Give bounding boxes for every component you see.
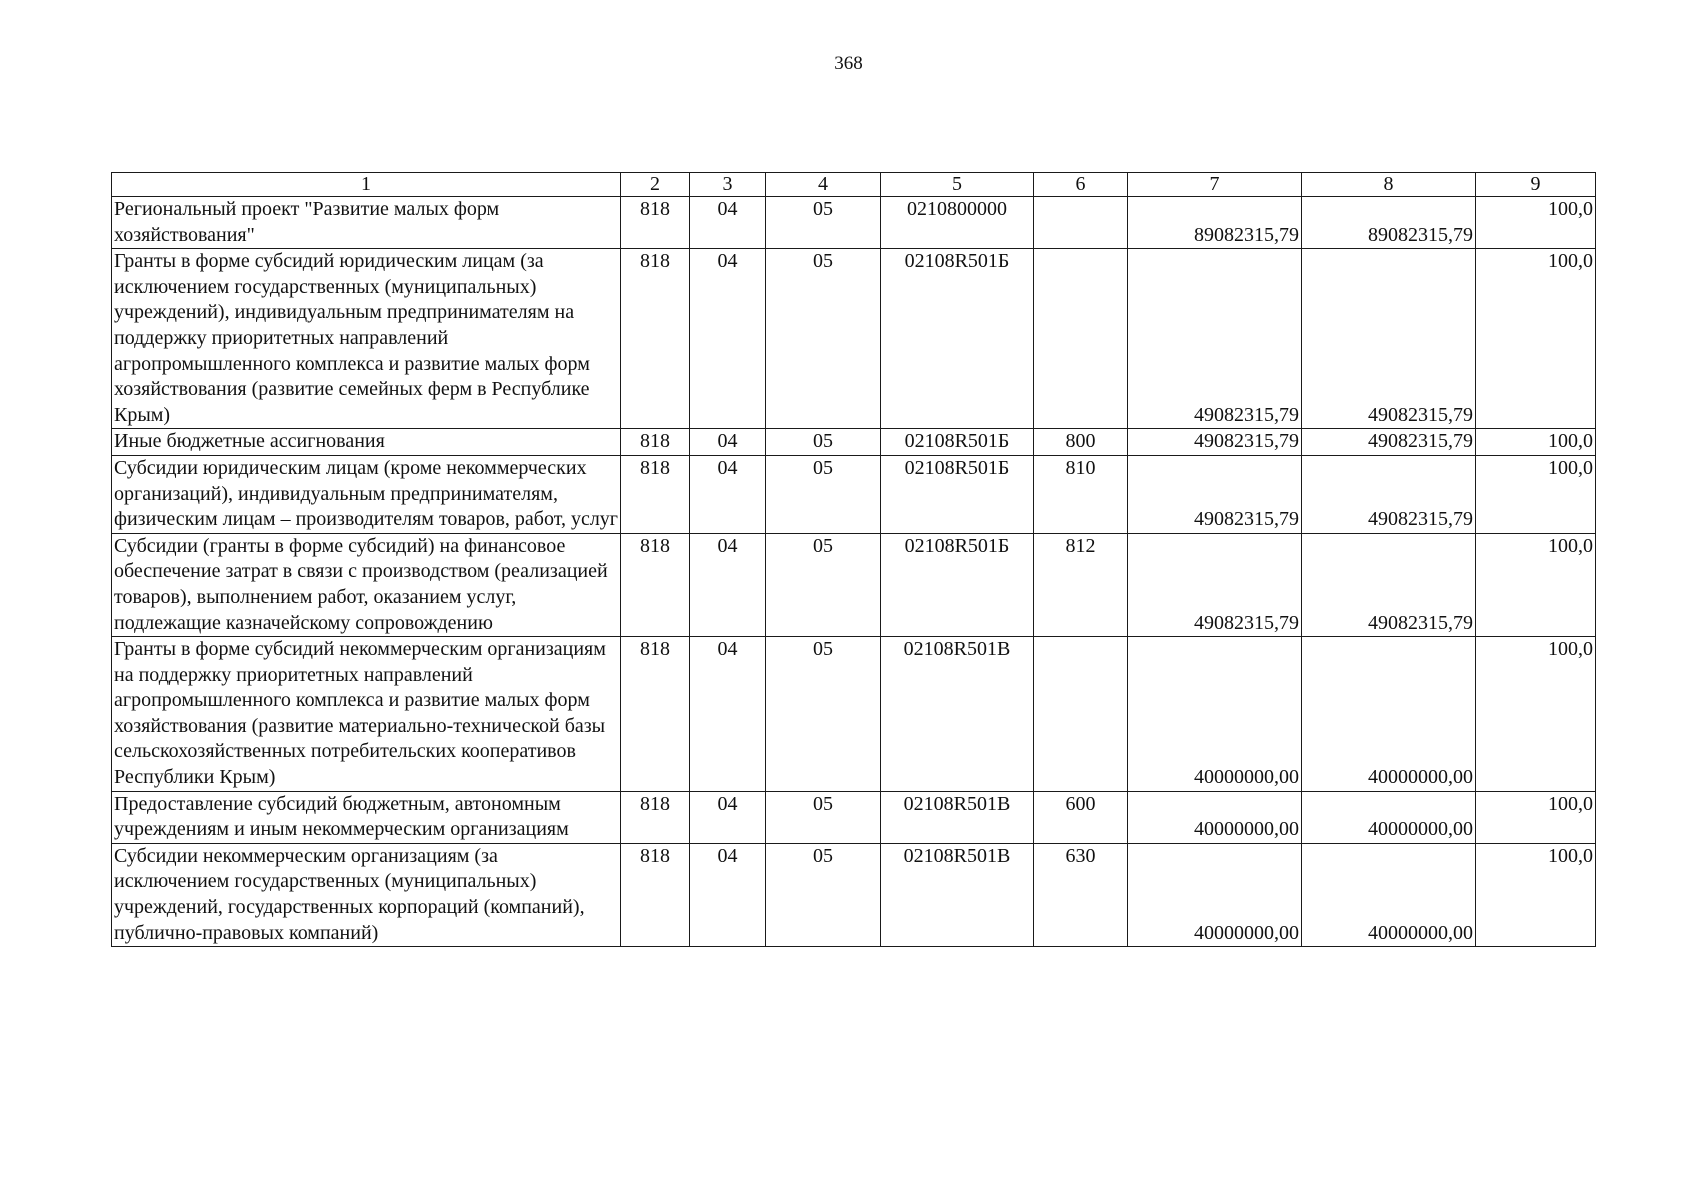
- row-col-8: 49082315,79: [1302, 533, 1476, 636]
- row-col-4: 05: [766, 637, 881, 792]
- row-col-5: 02108R501В: [881, 637, 1034, 792]
- page-number: 368: [834, 53, 863, 74]
- row-col-9: 100,0: [1476, 533, 1596, 636]
- row-col-7: 40000000,00: [1128, 791, 1302, 843]
- row-col-8: 89082315,79: [1302, 197, 1476, 249]
- row-col-3: 04: [690, 843, 766, 946]
- row-col-9: 100,0: [1476, 455, 1596, 533]
- row-col-8: 49082315,79: [1302, 249, 1476, 429]
- table-row: [112, 429, 1596, 456]
- row-name: Субсидии юридическим лицам (кроме некоммерческих организаций), индивидуальным предпринимателям, физическим лицам – производителям товаров, работ, услуг: [112, 455, 621, 533]
- header-cell-3: 3: [690, 173, 766, 197]
- row-col-7: 49082315,79: [1128, 533, 1302, 636]
- row-col-9: 100,0: [1476, 429, 1596, 456]
- header-cell-9: 9: [1476, 173, 1596, 197]
- header-row: [112, 173, 1596, 197]
- table-row: [112, 791, 1596, 843]
- row-name: Гранты в форме субсидий некоммерческим организациям на поддержку приоритетных направлений агропромышленного комплекса и развитие малых форм хозяйствования (развитие материально-технической базы сельскохозяйственных потребительских кооперативов Республики Крым): [112, 637, 621, 792]
- row-col-3: 04: [690, 455, 766, 533]
- row-col-6: 800: [1034, 429, 1128, 456]
- table-row: [112, 249, 1596, 429]
- row-col-4: 05: [766, 197, 881, 249]
- row-col-6: 810: [1034, 455, 1128, 533]
- row-col-5: 0210800000: [881, 197, 1034, 249]
- row-col-4: 05: [766, 249, 881, 429]
- row-col-6: [1034, 637, 1128, 792]
- header-cell-6: 6: [1034, 173, 1128, 197]
- row-col-2: 818: [621, 533, 690, 636]
- row-col-3: 04: [690, 249, 766, 429]
- row-col-7: 40000000,00: [1128, 843, 1302, 946]
- table-row: [112, 843, 1596, 946]
- row-name: Субсидии некоммерческим организациям (за исключением государственных (муниципальных) учреждений, государственных корпораций (компаний), публично-правовых компаний): [112, 843, 621, 946]
- row-col-7: 49082315,79: [1128, 429, 1302, 456]
- row-col-3: 04: [690, 197, 766, 249]
- row-col-5: 02108R501Б: [881, 455, 1034, 533]
- row-col-6: 600: [1034, 791, 1128, 843]
- header-cell-8: 8: [1302, 173, 1476, 197]
- row-name: Иные бюджетные ассигнования: [112, 429, 621, 456]
- row-col-6: [1034, 249, 1128, 429]
- row-col-7: 89082315,79: [1128, 197, 1302, 249]
- row-col-5: 02108R501В: [881, 791, 1034, 843]
- header-cell-4: 4: [766, 173, 881, 197]
- table-row: [112, 197, 1596, 249]
- row-col-6: 630: [1034, 843, 1128, 946]
- row-col-9: 100,0: [1476, 249, 1596, 429]
- row-col-2: 818: [621, 637, 690, 792]
- row-col-2: 818: [621, 429, 690, 456]
- row-col-8: 40000000,00: [1302, 637, 1476, 792]
- row-col-2: 818: [621, 249, 690, 429]
- row-col-9: 100,0: [1476, 843, 1596, 946]
- row-col-4: 05: [766, 843, 881, 946]
- row-col-7: 49082315,79: [1128, 455, 1302, 533]
- row-col-7: 49082315,79: [1128, 249, 1302, 429]
- row-col-8: 49082315,79: [1302, 429, 1476, 456]
- row-col-5: 02108R501Б: [881, 249, 1034, 429]
- table-header: [112, 173, 1596, 197]
- table-row: [112, 533, 1596, 636]
- row-col-5: 02108R501В: [881, 843, 1034, 946]
- row-col-6: 812: [1034, 533, 1128, 636]
- row-name: Региональный проект "Развитие малых форм хозяйствования": [112, 197, 621, 249]
- row-col-7: 40000000,00: [1128, 637, 1302, 792]
- header-cell-1: 1: [112, 173, 621, 197]
- row-name: Гранты в форме субсидий юридическим лицам (за исключением государственных (муниципальных) учреждений), индивидуальным предпринимателям на поддержку приоритетных направлений агропромышленного комплекса и развитие малых форм хозяйствования (развитие семейных ферм в Республике Крым): [112, 249, 621, 429]
- row-col-9: 100,0: [1476, 791, 1596, 843]
- row-col-3: 04: [690, 429, 766, 456]
- header-cell-7: 7: [1128, 173, 1302, 197]
- row-col-2: 818: [621, 843, 690, 946]
- table-body: [112, 197, 1596, 947]
- row-col-6: [1034, 197, 1128, 249]
- header-cell-5: 5: [881, 173, 1034, 197]
- row-col-8: 40000000,00: [1302, 791, 1476, 843]
- row-col-2: 818: [621, 197, 690, 249]
- row-col-3: 04: [690, 791, 766, 843]
- budget-table: [111, 172, 1596, 947]
- row-col-3: 04: [690, 533, 766, 636]
- row-col-4: 05: [766, 429, 881, 456]
- row-col-2: 818: [621, 791, 690, 843]
- row-col-5: 02108R501Б: [881, 533, 1034, 636]
- row-col-3: 04: [690, 637, 766, 792]
- row-col-4: 05: [766, 791, 881, 843]
- row-col-4: 05: [766, 455, 881, 533]
- row-name: Предоставление субсидий бюджетным, автономным учреждениям и иным некоммерческим организациям: [112, 791, 621, 843]
- row-name: Субсидии (гранты в форме субсидий) на финансовое обеспечение затрат в связи с производством (реализацией товаров), выполнением работ, оказанием услуг, подлежащие казначейскому сопровождению: [112, 533, 621, 636]
- header-cell-2: 2: [621, 173, 690, 197]
- row-col-4: 05: [766, 533, 881, 636]
- row-col-5: 02108R501Б: [881, 429, 1034, 456]
- row-col-9: 100,0: [1476, 197, 1596, 249]
- table-row: [112, 455, 1596, 533]
- row-col-8: 40000000,00: [1302, 843, 1476, 946]
- table-row: [112, 637, 1596, 792]
- row-col-9: 100,0: [1476, 637, 1596, 792]
- row-col-2: 818: [621, 455, 690, 533]
- row-col-8: 49082315,79: [1302, 455, 1476, 533]
